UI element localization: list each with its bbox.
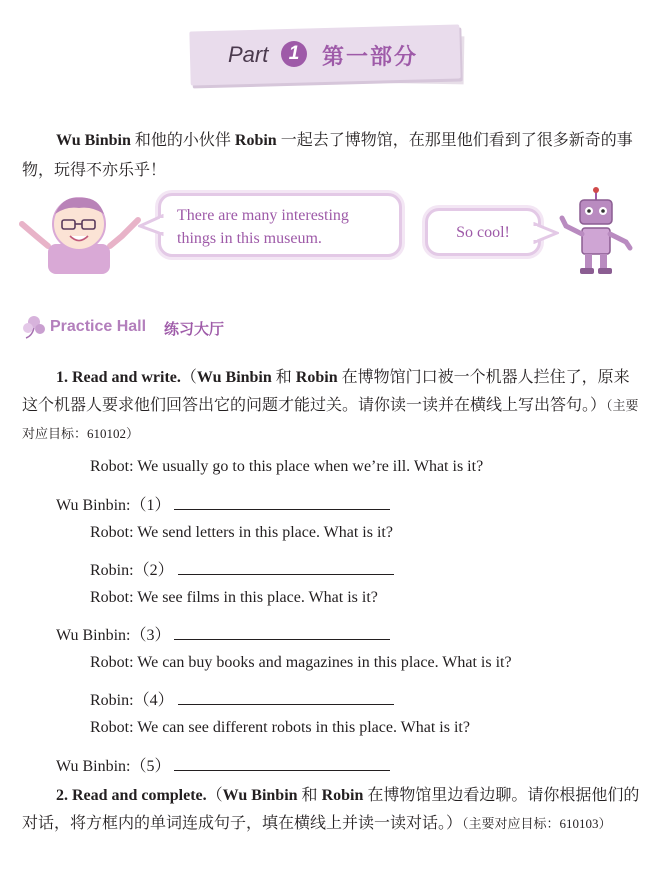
answer-number: （2） bbox=[133, 562, 174, 579]
question-1 bbox=[22, 364, 642, 448]
q1-name-wu: Wu Binbin bbox=[196, 369, 272, 386]
dialogue-line-2 bbox=[56, 491, 390, 517]
speaker-label: Robot: bbox=[90, 589, 134, 606]
dialogue-text: We can see different robots in this place. What is it? bbox=[137, 719, 470, 736]
q2-desc-a: （ bbox=[206, 787, 223, 804]
speaker-label: Robin: bbox=[90, 562, 134, 579]
answer-blank-3[interactable] bbox=[174, 621, 390, 640]
practice-hall-label: Practice Hall bbox=[50, 318, 147, 335]
question-2 bbox=[22, 782, 642, 838]
bubble-tail-right-icon bbox=[533, 222, 559, 244]
q1-desc-a: （ bbox=[180, 369, 197, 386]
dialogue-line-3 bbox=[90, 522, 393, 544]
dialogue-line-10 bbox=[56, 752, 390, 778]
speaker-label: Robin: bbox=[90, 692, 134, 709]
dialogue-text: We can buy books and magazines in this place. What is it? bbox=[137, 654, 512, 671]
speaker-label: Wu Binbin: bbox=[56, 497, 131, 514]
part-number-badge: 1 bbox=[281, 41, 307, 67]
dialogue-line-4 bbox=[90, 556, 394, 582]
robin-robot-illustration-icon bbox=[558, 186, 638, 278]
q2-number: 2. bbox=[56, 787, 68, 804]
answer-blank-2[interactable] bbox=[178, 556, 394, 575]
intro-text-2: 一起去了博物馆，在那里他们看到了很多新奇的事物，玩得不亦乐乎！ bbox=[22, 132, 633, 179]
q1-number: 1. bbox=[56, 369, 68, 386]
dialogue-line-5 bbox=[90, 587, 378, 609]
answer-number: （5） bbox=[130, 758, 171, 775]
wu-speech-line-2: things in this museum. bbox=[177, 230, 322, 247]
speaker-label: Wu Binbin: bbox=[56, 627, 131, 644]
practice-hall-label-cn: 练习大厅 bbox=[164, 322, 225, 338]
dialogue-line-8 bbox=[90, 686, 394, 712]
dialogue-text: We see films in this place. What is it? bbox=[137, 589, 378, 606]
intro-name-robin: Robin bbox=[234, 132, 277, 149]
question-1-instructions bbox=[22, 364, 642, 448]
intro-name-wu: Wu Binbin bbox=[56, 132, 131, 149]
q1-target: （主要对应目标：610102） bbox=[22, 398, 639, 441]
practice-hall-flower-icon bbox=[20, 312, 50, 340]
answer-number: （3） bbox=[130, 627, 171, 644]
q2-desc-c: 在博物馆里边看边聊。请你根据他们的对话，将方框内的单词连成句子，填在横线上并读一读对话。） bbox=[22, 787, 640, 832]
robin-speech-bubble bbox=[425, 208, 541, 256]
q2-target: （主要对应目标：610103） bbox=[462, 816, 612, 831]
dialogue-line-1 bbox=[90, 456, 483, 478]
dialogue-text: We send letters in this place. What is it? bbox=[137, 524, 393, 541]
answer-blank-5[interactable] bbox=[174, 752, 390, 771]
speaker-label: Wu Binbin: bbox=[56, 758, 131, 775]
q1-desc-b: 和 bbox=[271, 369, 296, 386]
robin-speech-text: So cool! bbox=[456, 223, 510, 241]
dialogue-line-9 bbox=[90, 717, 470, 739]
q2-name-wu: Wu Binbin bbox=[222, 787, 298, 804]
q2-name-robin: Robin bbox=[321, 787, 364, 804]
question-2-instructions bbox=[22, 782, 642, 838]
speaker-label: Robot: bbox=[90, 524, 134, 541]
q1-title: Read and write. bbox=[72, 369, 181, 386]
intro-paragraph bbox=[22, 126, 642, 186]
wu-binbin-illustration-icon bbox=[18, 190, 148, 275]
answer-number: （1） bbox=[130, 497, 171, 514]
answer-blank-1[interactable] bbox=[174, 491, 390, 510]
wu-speech-bubble bbox=[158, 193, 402, 257]
speaker-label: Robot: bbox=[90, 458, 134, 475]
q1-name-robin: Robin bbox=[295, 369, 338, 386]
dialogue-text: We usually go to this place when we’re ill. What is it? bbox=[137, 458, 484, 475]
dialogue-line-6 bbox=[56, 621, 390, 647]
speaker-label: Robot: bbox=[90, 719, 134, 736]
wu-speech-line-1: There are many interesting bbox=[177, 207, 349, 224]
dialogue-line-7 bbox=[90, 652, 512, 674]
q1-desc-c: 在博物馆门口被一个机器人拦住了，原来这个机器人要求他们回答出它的问题才能过关。请你读一读并在横线上写出答句。） bbox=[22, 369, 630, 414]
intro-text-1: 和他的小伙伴 bbox=[130, 132, 235, 149]
q2-desc-b: 和 bbox=[297, 787, 322, 804]
bubble-tail-left-icon bbox=[138, 214, 164, 236]
answer-blank-4[interactable] bbox=[178, 686, 394, 705]
answer-number: （4） bbox=[133, 692, 174, 709]
q2-title: Read and complete. bbox=[72, 787, 207, 804]
speaker-label: Robot: bbox=[90, 654, 134, 671]
part-title-cn: 第一部分 bbox=[322, 44, 419, 69]
part-label: Part bbox=[228, 42, 269, 67]
